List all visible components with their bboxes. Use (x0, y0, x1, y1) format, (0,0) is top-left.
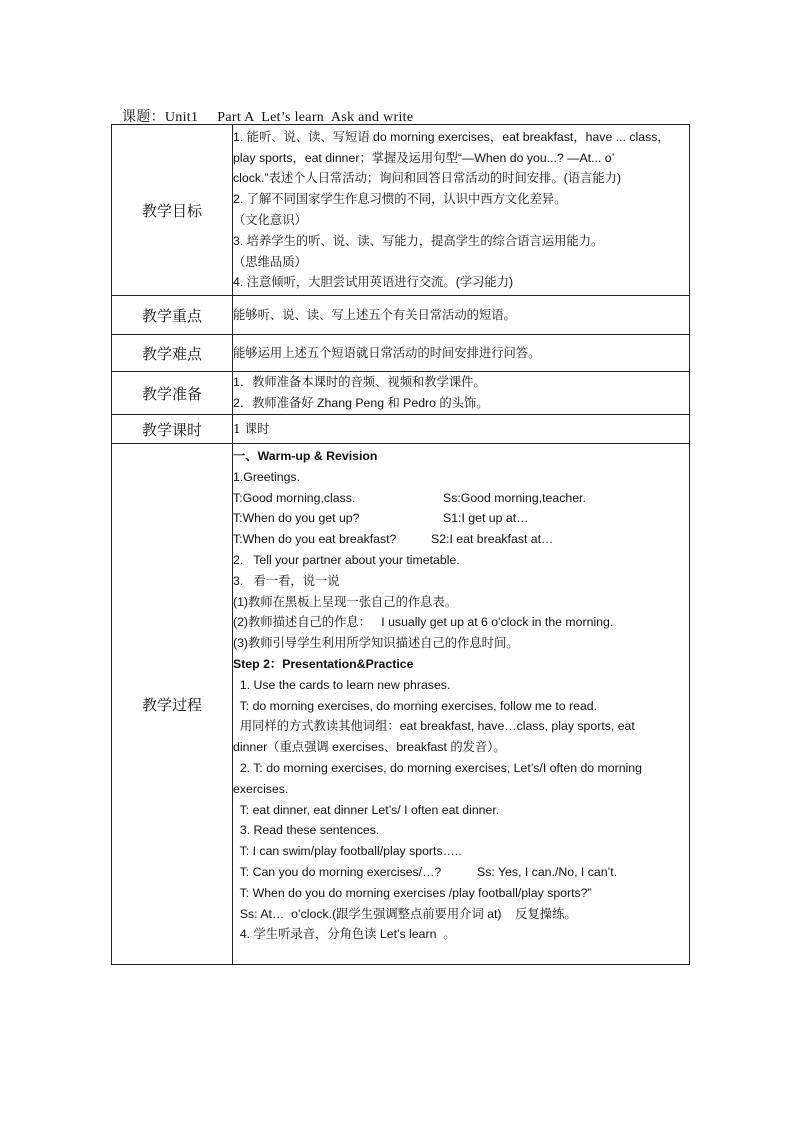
teacher-line: T: Can you do morning exercises/…? (233, 864, 442, 879)
key-points-label: 教学重点 (112, 296, 233, 335)
lesson-title: 课题：Unit1 Part A Let’s learn Ask and write (122, 110, 414, 125)
process-line: T: I can swim/play football/play sports….. (233, 844, 462, 859)
process-line: 2. T: do morning exercises, do morning exercises, Let’s/I often do morning (233, 760, 642, 775)
process-line: 3. Read these sentences. (233, 823, 380, 838)
preparation-line: 1．教师准备本课时的音频、视频和教学课件。 (233, 375, 486, 390)
objectives-label: 教学目标 (112, 125, 233, 296)
process-row (112, 444, 690, 965)
objective-line: clock.”表述个人日常活动；询问和回答日常活动的时间安排。(语言能力) (233, 171, 622, 186)
objective-line: play sports，eat dinner；掌握及运用句型“—When do you...? —At... o’ (233, 150, 615, 165)
difficulties-label: 教学难点 (112, 335, 233, 372)
dialog-line (233, 529, 689, 550)
dialog-line (233, 862, 689, 883)
process-line: 用同样的方式教读其他词组：eat breakfast, have…class, play sports, eat (233, 719, 635, 734)
process-line: Ss: At… o’clock.(跟学生强调整点前要用介词 at) 反复操练。 (233, 906, 577, 921)
hours-label: 教学课时 (112, 415, 233, 444)
objectives-row (112, 125, 690, 296)
process-line: 1. Use the cards to learn new phrases. (233, 677, 451, 692)
teacher-line: T:When do you get up? (233, 511, 360, 526)
objective-line: 2. 了解不同国家学生作息习惯的不同，认识中西方文化差异。 (233, 192, 567, 207)
hours-content: 1 课时 (233, 415, 690, 444)
hours-row (112, 415, 690, 444)
process-line: 2. Tell your partner about your timetable. (233, 552, 460, 567)
key-points-content: 能够听、说、读、写上述五个有关日常活动的短语。 (233, 296, 690, 335)
objective-line: 3. 培养学生的听、说、读、写能力，提高学生的综合语言运用能力。 (233, 233, 604, 248)
student-line: S1:I get up at… (443, 511, 529, 526)
lesson-plan-table (111, 124, 690, 965)
dialog-line (233, 488, 689, 509)
student-line: S2:I eat breakfast at… (431, 532, 554, 547)
process-line: T: When do you do morning exercises /play football/play sports?” (233, 885, 592, 900)
student-line: Ss:Good morning,teacher. (443, 490, 586, 505)
teacher-line: T:When do you eat breakfast? (233, 532, 397, 547)
process-line: dinner（重点强调 exercises、breakfast 的发音）。 (233, 740, 506, 755)
difficulties-content: 能够运用上述五个短语就日常活动的时间安排进行问答。 (233, 335, 690, 372)
section-heading: 一、Warm-up & Revision (233, 449, 378, 463)
section-heading: Step 2：Presentation&Practice (233, 656, 414, 671)
difficulties-row (112, 335, 690, 372)
preparation-label: 教学准备 (112, 372, 233, 415)
process-line: 1.Greetings. (233, 469, 300, 484)
process-line: (1)教师在黑板上呈现一张自己的作息表。 (233, 594, 458, 609)
student-line: Ss: Yes, I can./No, I can’t. (477, 864, 618, 879)
process-content (233, 444, 690, 965)
objectives-content (233, 125, 690, 296)
teacher-line: T:Good morning,class. (233, 490, 356, 505)
process-line: exercises. (233, 781, 289, 796)
preparation-row (112, 372, 690, 415)
process-line: 3. 看一看，说一说 (233, 573, 340, 588)
objective-line: 1. 能听、说、读、写短语 do morning exercises，eat breakfast，have ... class， (233, 129, 670, 144)
key-points-row (112, 296, 690, 335)
preparation-content (233, 372, 690, 415)
process-line: T: eat dinner, eat dinner Let’s/ I often eat dinner. (233, 802, 500, 817)
objective-line: （思维品质） (233, 254, 307, 269)
objective-line: 4. 注意倾听，大胆尝试用英语进行交流。(学习能力) (233, 275, 514, 290)
process-line: (2)教师描述自己的作息： I usually get up at 6 o'clock in the morning. (233, 615, 614, 630)
process-line: T: do morning exercises, do morning exercises, follow me to read. (233, 698, 598, 713)
objective-line: （文化意识） (233, 213, 307, 227)
process-label: 教学过程 (112, 444, 233, 965)
dialog-line (233, 508, 689, 529)
process-line: (3)教师引导学生利用所学知识描述自己的作息时间。 (233, 636, 519, 651)
preparation-line: 2．教师准备好 Zhang Peng 和 Pedro 的头饰。 (233, 396, 489, 410)
process-line: 4. 学生听录音，分角色读 Let’s learn 。 (233, 927, 456, 942)
